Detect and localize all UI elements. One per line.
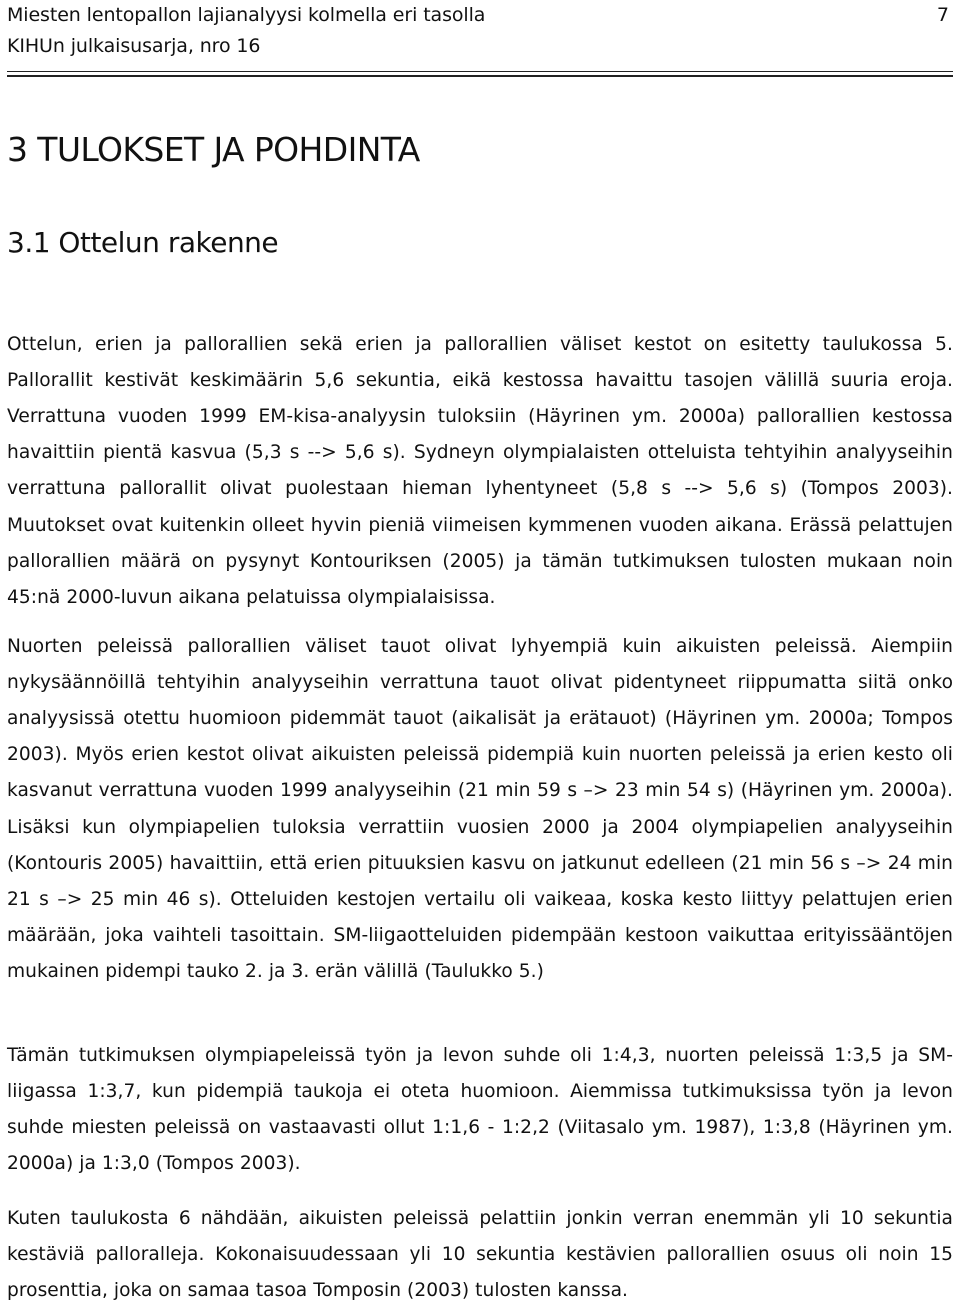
header-series: KIHUn julkaisusarja, nro 16 — [7, 35, 261, 57]
body-paragraph-2: Nuorten peleissä pallorallien väliset tauot olivat lyhyempiä kuin aikuisten peleissä. Aiempiin nykysäännöillä tehtyihin analyyseihin verrattuna tauot olivat pidentyneet riippumatta siitä onko analyysissä otettu huomioon pidemmät tauot (aikalisät ja erätauot) (Häyrinen ym. 2000a; Tompos 2003). Myös erien kestot olivat aikuisten peleissä pidempiä kuin nuorten peleissä ja erien kesto oli kasvanut verrattuna vuoden 1999 analyyseihin (21 min 59 s –> 23 min 54 s) (Häyrinen ym. 2000a). Lisäksi kun olympiapelien tuloksia verrattiin vuosien 2000 ja 2004 olympiapelien analyyseihin (Kontouris 2005) havaittiin, että erien pituuksien kasvu on jatkunut edelleen (21 min 56 s –> 24 min 21 s –> 25 min 46 s). Otteluiden kestojen vertailu oli vaikeaa, koska kesto liittyy pelattujen erien määrään, joka vaihteli tasoittain. SM-liigaotteluiden pidempään kestoon vaikuttaa erityissääntöjen mukainen pidempi tauko 2. ja 3. erän välillä (Taulukko 5.) — [7, 635, 953, 983]
subsection-heading: 3.1 Ottelun rakenne — [7, 226, 279, 259]
running-header — [7, 0, 953, 70]
body-paragraph-3: Tämän tutkimuksen olympiapeleissä työn ja levon suhde oli 1:4,3, nuorten peleissä 1:3,5 ja SM-liigassa 1:3,7, kun pidempiä taukoja ei oteta huomioon. Aiemmissa tutkimuksissa työn ja levon suhde miesten peleissä on vastaavasti ollut 1:1,6 - 1:2,2 (Viitasalo ym. 1987), 1:3,8 (Häyrinen ym. 2000a) ja 1:3,0 (Tompos 2003). — [7, 1044, 953, 1175]
header-rule-thick — [7, 75, 953, 77]
header-rule-thin — [7, 71, 953, 72]
header-title: Miesten lentopallon lajianalyysi kolmella eri tasolla — [7, 4, 486, 26]
header-title-block — [7, 0, 485, 62]
section-heading: 3 TULOKSET JA POHDINTA — [7, 130, 420, 169]
body-paragraph-4: Kuten taulukosta 6 nähdään, aikuisten peleissä pelattiin jonkin verran enemmän yli 10 sekuntia kestäviä palloralleja. Kokonaisuudessaan yli 10 sekuntia kestävien pallorallien osuus oli noin 15 prosenttia, joka on samaa tasoa Tomposin (2003) tulosten kanssa. — [7, 1207, 953, 1301]
page-number: 7 — [936, 4, 949, 26]
body-paragraph-1: Ottelun, erien ja pallorallien sekä erien ja pallorallien väliset kestot on esitetty taulukossa 5. Pallorallit kestivät keskimäärin 5,6 sekuntia, eikä kestossa havaittu tasojen välillä suuria eroja. Verrattuna vuoden 1999 EM-kisa-analyysin tuloksiin (Häyrinen ym. 2000a) pallorallien kestossa havaittiin pientä kasvua (5,3 s --> 5,6 s). Sydneyn olympialaisten otteluista tehtyihin analyyseihin verrattuna pallorallit olivat puolestaan hieman lyhentyneet (5,8 s --> 5,6 s) (Tompos 2003). Muutokset ovat kuitenkin olleet hyvin pieniä viimeisen kymmenen vuoden aikana. Erässä pelattujen pallorallien määrä on pysynyt Kontouriksen (2005) ja tämän tutkimuksen tulosten mukaan noin 45:nä 2000-luvun aikana pelatuissa olympialaisissa. — [7, 333, 953, 609]
